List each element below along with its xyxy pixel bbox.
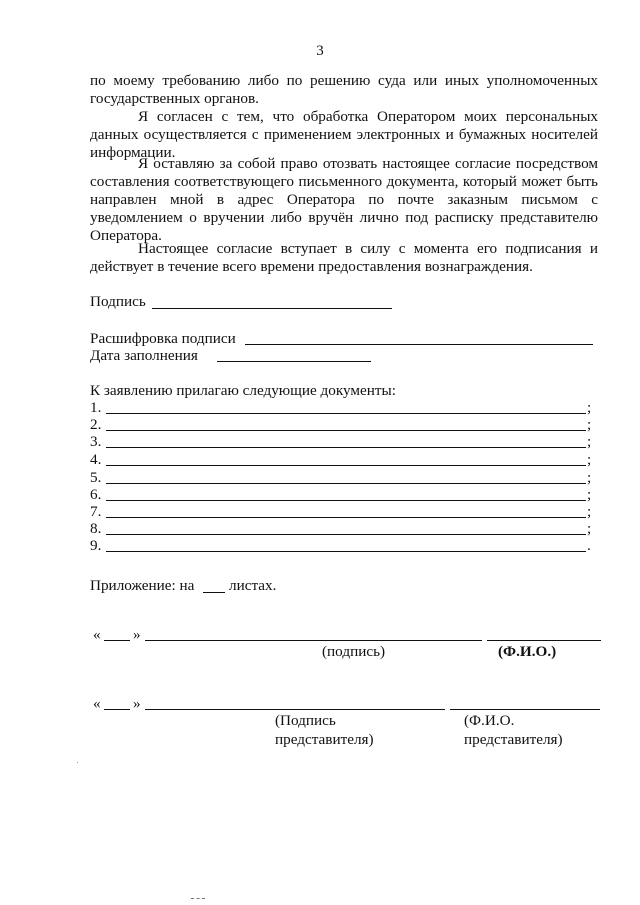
paragraph-continuation — [90, 72, 598, 108]
document-line-end: ; — [587, 416, 592, 433]
document-line[interactable] — [106, 517, 586, 518]
documents-heading: К заявлению прилагаю следующие документы: — [90, 382, 396, 399]
representative-name-line[interactable] — [450, 709, 600, 710]
document-number: 4. — [90, 451, 102, 468]
document-line[interactable] — [106, 483, 586, 484]
signature-line[interactable] — [152, 308, 392, 309]
signature-label: Подпись — [90, 293, 146, 310]
representative-name-caption: (Ф.И.О. — [464, 712, 515, 729]
document-line[interactable] — [106, 534, 586, 535]
document-number: 8. — [90, 520, 102, 537]
scan-mark — [77, 762, 78, 763]
date-quote-close: » — [133, 695, 141, 712]
document-line-end: . — [587, 537, 591, 554]
scan-mark — [191, 898, 205, 899]
signature-caption: (подпись) — [322, 643, 386, 660]
document-number: 1. — [90, 399, 102, 416]
date-quote-open: « — [93, 626, 101, 643]
document-line-end: ; — [587, 433, 592, 450]
document-line-end: ; — [587, 469, 592, 486]
paragraph-revocation — [90, 155, 598, 245]
paragraph-text: по моему требованию либо по решению суда или иных уполномоченных государственных органов. — [90, 72, 598, 107]
date-line[interactable] — [217, 361, 371, 362]
document-line-end: ; — [587, 451, 592, 468]
representative-signature-line[interactable] — [145, 709, 445, 710]
page-number: 3 — [316, 43, 324, 59]
day-line[interactable] — [104, 640, 130, 641]
signature-decoding-line[interactable] — [245, 344, 593, 345]
paragraph-text: Я согласен с тем, что обработка Оператором моих персональных данных осуществляется с применением электронных и бумажных носителей информации. — [90, 108, 598, 161]
document-number: 7. — [90, 503, 102, 520]
document-line-end: ; — [587, 486, 592, 503]
document-line[interactable] — [106, 551, 586, 552]
document-line-end: ; — [587, 399, 592, 416]
paragraph-text: Настоящее согласие вступает в силу с момента его подписания и действует в течение всего времени предоставления вознаграждения. — [90, 240, 598, 275]
signature-line[interactable] — [145, 640, 482, 641]
paragraph-consent-processing — [90, 108, 598, 162]
attachment-count-line[interactable] — [203, 592, 225, 593]
document-number: 5. — [90, 469, 102, 486]
representative-signature-caption: (Подпись — [275, 712, 336, 729]
document-line[interactable] — [106, 430, 586, 431]
day-line[interactable] — [104, 709, 130, 710]
date-quote-close: » — [133, 626, 141, 643]
paragraph-text: Я оставляю за собой право отозвать настоящее согласие посредством составления соответствующего письменного документа, который может быть направлен мной в адрес Оператора по почте заказным письмом с уведомлением о вручении либо вручён лично под расписку представителю Оператора. — [90, 155, 598, 244]
document-line[interactable] — [106, 447, 586, 448]
attachment-suffix: листах. — [229, 577, 277, 594]
document-number: 2. — [90, 416, 102, 433]
representative-name-caption: представителя) — [464, 731, 563, 748]
document-line[interactable] — [106, 465, 586, 466]
document-number: 6. — [90, 486, 102, 503]
attachment-prefix: Приложение: на — [90, 577, 195, 594]
document-line[interactable] — [106, 500, 586, 501]
document-line[interactable] — [106, 413, 586, 414]
document-line-end: ; — [587, 520, 592, 537]
document-line-end: ; — [587, 503, 592, 520]
paragraph-effective — [90, 240, 598, 276]
full-name-line[interactable] — [487, 640, 601, 641]
date-label: Дата заполнения — [90, 347, 198, 364]
document-number: 9. — [90, 537, 102, 554]
date-quote-open: « — [93, 695, 101, 712]
full-name-caption: (Ф.И.О.) — [498, 643, 557, 660]
representative-signature-caption: представителя) — [275, 731, 374, 748]
document-number: 3. — [90, 433, 102, 450]
signature-decoding-label: Расшифровка подписи — [90, 330, 236, 347]
